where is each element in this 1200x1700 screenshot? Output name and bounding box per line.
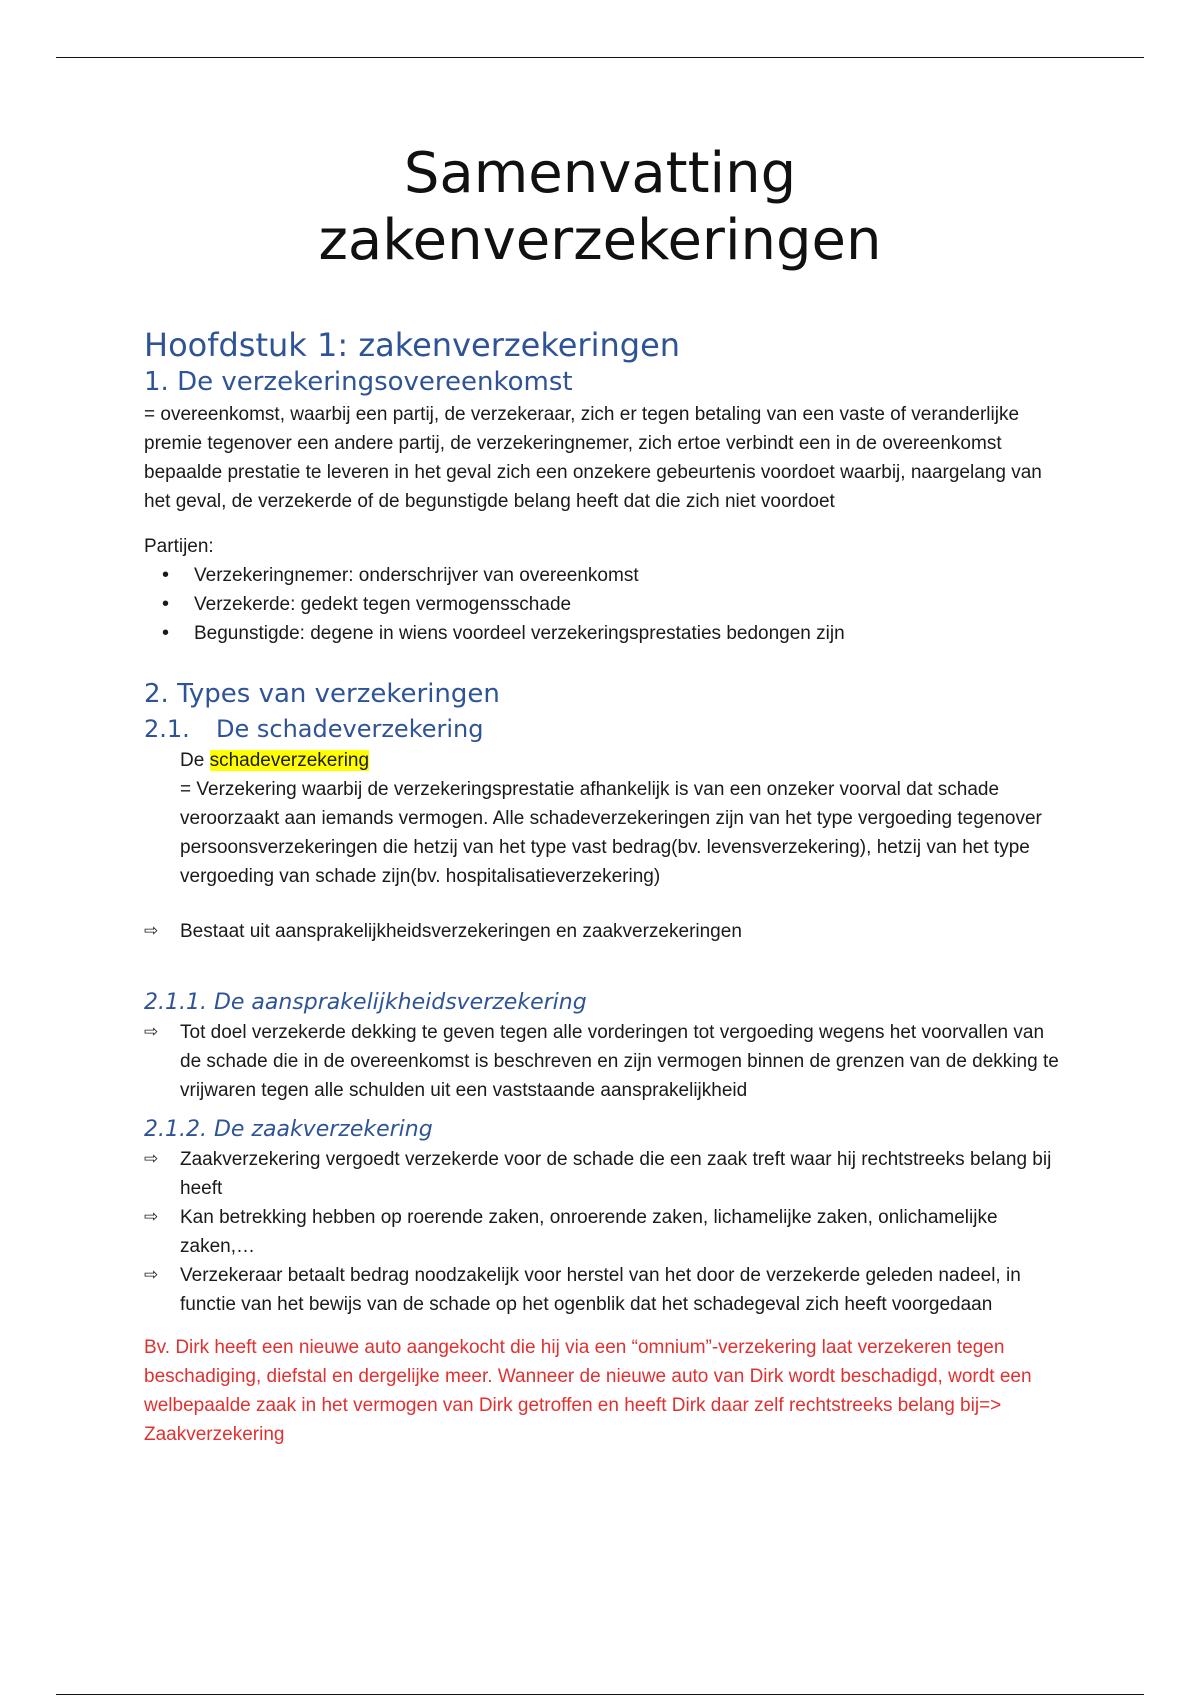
example-paragraph: Bv. Dirk heeft een nieuwe auto aangekocht die hij via een “omnium”-verzekering laat verzekeren tegen beschadiging, diefstal en dergelijke meer. Wanneer de nieuwe auto van Dirk wordt beschadigd, wordt een welbepaalde zaak in het vermogen van Dirk getroffen en heeft Dirk daar zelf rechtstreeks belang bij=> Zaakverzekering <box>144 1337 1032 1445</box>
schadeverzekering-points <box>144 917 1064 946</box>
arrow-right-outline-icon: ⇨ <box>144 1265 159 1285</box>
definition-paragraph: = overeenkomst, waarbij een partij, de verzekeraar, zich er tegen betaling van een vaste of veranderlijke premie tegenover een andere partij, de verzekeringnemer, zich ertoe verbindt een in de overeenkomst bepaalde prestatie te leveren in het geval zich een onzekere gebeurtenis voordoet waarbij, naargelang van het geval, de verzekerde of de begunstigde belang heeft dat die zich niet voordoet <box>144 404 1042 512</box>
section-heading-verzekeringsovereenkomst: 1. De verzekeringsovereenkomst <box>144 367 573 397</box>
subsection-heading-schadeverzekering <box>144 712 1064 746</box>
list-item: ⇨ Kan betrekking hebben op roerende zaken, onroerende zaken, lichamelijke zaken, onlichamelijke zaken,… <box>144 1203 1064 1261</box>
subsection-number: 2.1. <box>144 715 190 743</box>
arrow-right-outline-icon: ⇨ <box>144 1022 159 1042</box>
list-item: ⇨ Verzekeraar betaalt bedrag noodzakelijk voor herstel van het door de verzekerde geleden nadeel, in functie van het bewijs van de schade op het ogenblik dat het schadegeval zich heeft voorgedaan <box>144 1261 1064 1319</box>
subsection-heading-zaakverzekering: 2.1.2. De zaakverzekering <box>144 1117 433 1142</box>
zaakverzekering-points <box>144 1145 1064 1319</box>
highlighted-term: schadeverzekering <box>209 750 370 771</box>
document-body <box>144 320 1064 1449</box>
arrow-right-outline-icon: ⇨ <box>144 1207 159 1227</box>
schadeverzekering-intro: De schadeverzekering <box>180 750 370 771</box>
arrow-right-outline-icon: ⇨ <box>144 1149 159 1169</box>
chapter-heading: Hoofdstuk 1: zakenverzekeringen <box>144 326 681 364</box>
list-item: ⇨ Tot doel verzekerde dekking te geven tegen alle vorderingen tot vergoeding wegens het voorvallen van de schade die in de overeenkomst is beschreven en zijn vermogen binnen de grenzen van de dekking te vrijwaren tegen alle schulden uit een vaststaande aansprakelijkheid <box>144 1018 1064 1105</box>
subsection-title: De schadeverzekering <box>216 715 484 743</box>
parties-list <box>162 561 1064 648</box>
subsection-heading-aansprakelijkheidsverzekering: 2.1.1. De aansprakelijkheidsverzekering <box>144 990 587 1015</box>
document-title <box>0 140 1200 274</box>
title-line-2: zakenverzekeringen <box>318 208 882 273</box>
list-item: • Verzekerde: gedekt tegen vermogensschade <box>162 590 1064 619</box>
list-item: • Verzekeringnemer: onderschrijver van overeenkomst <box>162 561 1064 590</box>
list-item: • Begunstigde: degene in wiens voordeel verzekeringsprestaties bedongen zijn <box>162 619 1064 648</box>
title-line-1: Samenvatting <box>403 141 797 206</box>
schadeverzekering-definition: = Verzekering waarbij de verzekeringsprestatie afhankelijk is van een onzeker voorval dat schade veroorzaakt aan iemands vermogen. Alle schadeverzekeringen zijn van het type vergoeding tegenover persoonsverzekeringen die hetzij van het type vast bedrag(bv. levensverzekering), hetzij van het type vergoeding van schade zijn(bv. hospitalisatieverzekering) <box>180 779 1042 887</box>
list-item: ⇨ Zaakverzekering vergoedt verzekerde voor de schade die een zaak treft waar hij rechtstreeks belang bij heeft <box>144 1145 1064 1203</box>
section-heading-types: 2. Types van verzekeringen <box>144 679 500 709</box>
arrow-right-outline-icon: ⇨ <box>144 921 159 941</box>
aansprakelijkheid-points <box>144 1018 1064 1105</box>
page-top-rule <box>56 57 1144 58</box>
list-item: ⇨ Bestaat uit aansprakelijkheidsverzekeringen en zaakverzekeringen <box>144 917 1064 946</box>
parties-label: Partijen: <box>144 536 214 557</box>
page-bottom-rule <box>56 1694 1144 1695</box>
